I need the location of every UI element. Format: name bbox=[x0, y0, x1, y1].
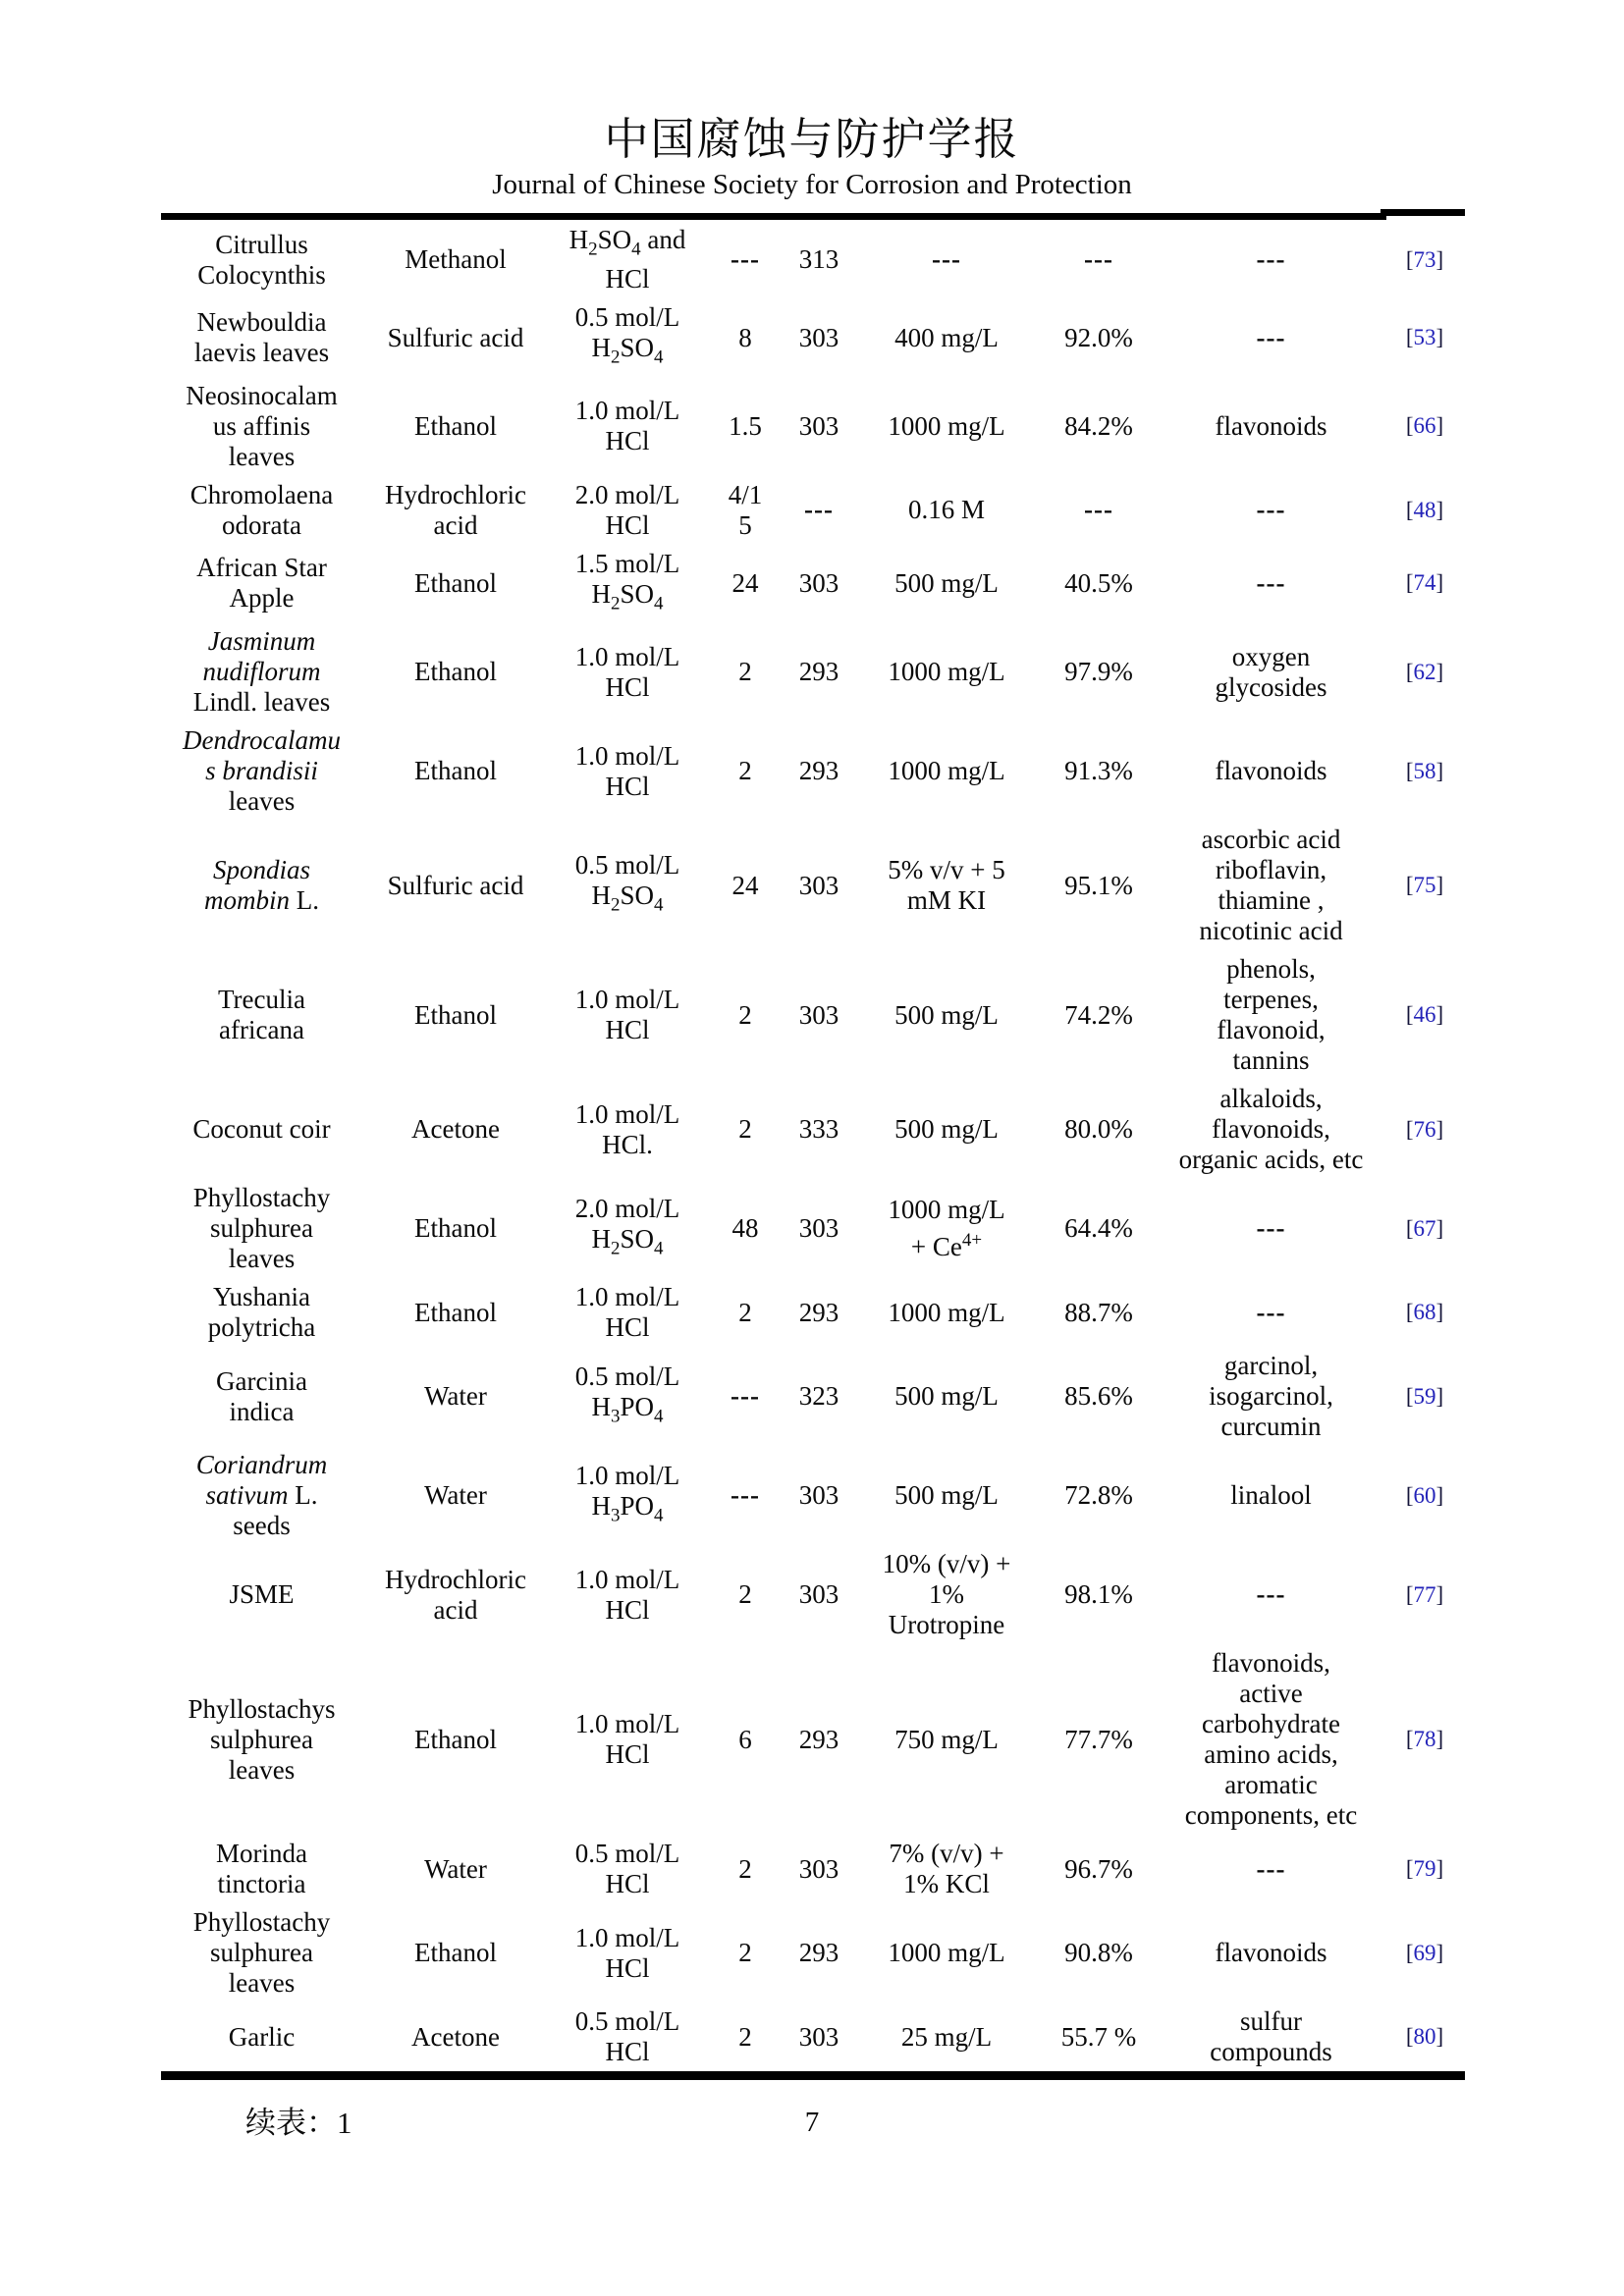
cell-solvent: Ethanol bbox=[414, 999, 497, 1030]
cell-medium: 0.5 mol/L $H_2SO_4$ bbox=[574, 850, 680, 916]
cell-time: --- bbox=[731, 1381, 760, 1412]
cell-plant: Phyllostachy sulphurea leaves bbox=[192, 1183, 331, 1274]
cell-efficiency: --- bbox=[1084, 244, 1113, 275]
table-row bbox=[161, 1347, 1465, 1446]
cell-plant: Phyllostachys sulphurea leaves bbox=[188, 1693, 336, 1785]
cell-plant: Treculia africana bbox=[218, 985, 305, 1045]
cell-compounds: --- bbox=[1256, 1579, 1286, 1610]
page-number: 7 bbox=[804, 2107, 820, 2138]
cell-plant: Chromolaena odorata bbox=[189, 479, 334, 540]
cell-solvent: Ethanol bbox=[414, 1213, 497, 1244]
cell-ref bbox=[1384, 298, 1465, 376]
cell-efficiency: 85.6% bbox=[1064, 1381, 1133, 1412]
citation-link[interactable]: [48] bbox=[1405, 497, 1444, 522]
citation-link[interactable]: [60] bbox=[1405, 1482, 1444, 1508]
cell-solvent: Acetone bbox=[411, 2021, 500, 2052]
cell-plant: African Star Apple bbox=[196, 553, 327, 614]
cell-concentration: 500 mg/L bbox=[894, 567, 999, 598]
inhibitors-table-zone bbox=[161, 209, 1465, 2142]
table-top-rule-step bbox=[1380, 209, 1465, 216]
cell-compounds: --- bbox=[1256, 322, 1286, 352]
cell-plant: JSME bbox=[229, 1579, 295, 1610]
cell-concentration: 500 mg/L bbox=[894, 1114, 999, 1145]
cell-medium: 1.5 mol/L $H_2SO_4$ bbox=[574, 548, 680, 614]
citation-link[interactable]: [73] bbox=[1405, 246, 1444, 272]
cell-efficiency: 64.4% bbox=[1064, 1213, 1133, 1244]
cell-ref bbox=[1384, 721, 1465, 821]
table-row bbox=[161, 1179, 1465, 1278]
page-header bbox=[0, 0, 1624, 201]
cell-compounds: linalool bbox=[1230, 1480, 1312, 1511]
cell-time: 6 bbox=[738, 1724, 752, 1754]
cell-concentration: 500 mg/L bbox=[894, 999, 999, 1030]
citation-link[interactable]: [68] bbox=[1405, 1300, 1444, 1325]
cell-solvent: Sulfuric acid bbox=[387, 870, 524, 900]
cell-medium: 0.5 mol/L HCl bbox=[574, 1839, 680, 1899]
cell-medium: 1.0 mol/L HCl bbox=[574, 1564, 680, 1625]
cell-time: 2 bbox=[738, 756, 752, 786]
cell-medium: 0.5 mol/L $H_2SO_4$ bbox=[574, 302, 680, 368]
cell-efficiency: --- bbox=[1084, 495, 1113, 525]
cell-compounds: alkaloids, flavonoids, organic acids, etc bbox=[1178, 1084, 1364, 1175]
cell-efficiency: 74.2% bbox=[1064, 999, 1133, 1030]
cell-temperature: 303 bbox=[798, 1480, 839, 1511]
cell-efficiency: 40.5% bbox=[1064, 567, 1133, 598]
cell-time: 2 bbox=[738, 1938, 752, 1968]
cell-ref bbox=[1384, 545, 1465, 622]
cell-ref bbox=[1384, 377, 1465, 476]
citation-link[interactable]: [66] bbox=[1405, 413, 1444, 439]
cell-solvent: Water bbox=[424, 1480, 487, 1511]
cell-medium: 1.0 mol/L HCl bbox=[574, 641, 680, 702]
cell-plant: Spondias mombin L. bbox=[204, 855, 319, 916]
table-row bbox=[161, 298, 1465, 376]
cell-concentration: 1000 mg/L bbox=[888, 657, 1005, 687]
cell-temperature: 303 bbox=[798, 410, 839, 441]
cell-temperature: 293 bbox=[798, 1938, 839, 1968]
citation-link[interactable]: [78] bbox=[1405, 1727, 1444, 1752]
citation-link[interactable]: [74] bbox=[1405, 570, 1444, 596]
cell-ref bbox=[1384, 1835, 1465, 1903]
cell-efficiency: 91.3% bbox=[1064, 756, 1133, 786]
cell-plant: Dendrocalamu s brandisii leaves bbox=[183, 725, 341, 817]
cell-solvent: Ethanol bbox=[414, 756, 497, 786]
cell-time: 2 bbox=[738, 1297, 752, 1327]
cell-temperature: 333 bbox=[798, 1114, 839, 1145]
cell-compounds: flavonoids bbox=[1215, 1938, 1327, 1968]
cell-efficiency: 98.1% bbox=[1064, 1579, 1133, 1610]
cell-ref bbox=[1384, 1278, 1465, 1347]
table-row bbox=[161, 622, 1465, 721]
table-row bbox=[161, 1903, 1465, 2002]
cell-compounds: --- bbox=[1256, 1853, 1286, 1884]
cell-solvent: Hydrochloric acid bbox=[385, 1564, 526, 1625]
table-row bbox=[161, 1278, 1465, 1347]
cell-plant: Newbouldia laevis leaves bbox=[193, 307, 330, 368]
citation-link[interactable]: [80] bbox=[1405, 2024, 1444, 2050]
cell-medium: 2.0 mol/L HCl bbox=[574, 479, 680, 540]
cell-efficiency: 97.9% bbox=[1064, 657, 1133, 687]
cell-compounds: sulfur compounds bbox=[1210, 2006, 1332, 2067]
cell-efficiency: 80.0% bbox=[1064, 1114, 1133, 1145]
cell-temperature: --- bbox=[804, 495, 834, 525]
citation-link[interactable]: [79] bbox=[1405, 1856, 1444, 1882]
journal-title-zh: 中国腐蚀与防护学报 bbox=[604, 115, 1020, 164]
cell-plant: Neosinocalam us affinis leaves bbox=[186, 380, 338, 471]
cell-compounds: flavonoids bbox=[1215, 410, 1327, 441]
cell-solvent: Ethanol bbox=[414, 1938, 497, 1968]
citation-link[interactable]: [53] bbox=[1405, 325, 1444, 350]
citation-link[interactable]: [62] bbox=[1405, 659, 1444, 684]
cell-efficiency: 84.2% bbox=[1064, 410, 1133, 441]
citation-link[interactable]: [59] bbox=[1405, 1383, 1444, 1409]
cell-concentration: 10% (v/v) + 1% Urotropine bbox=[882, 1549, 1011, 1640]
cell-ref bbox=[1384, 1179, 1465, 1278]
cell-solvent: Ethanol bbox=[414, 657, 497, 687]
cell-compounds: phenols, terpenes, flavonoid, tannins bbox=[1217, 954, 1326, 1076]
cell-temperature: 313 bbox=[798, 244, 839, 275]
cell-solvent: Water bbox=[424, 1853, 487, 1884]
cell-solvent: Methanol bbox=[405, 244, 507, 275]
cell-medium: 1.0 mol/L HCl bbox=[574, 1709, 680, 1770]
cell-efficiency: 90.8% bbox=[1064, 1938, 1133, 1968]
cell-solvent: Acetone bbox=[411, 1114, 500, 1145]
journal-subtitle-en: Journal of Chinese Society for Corrosion and Protection bbox=[492, 169, 1132, 200]
cell-efficiency: 95.1% bbox=[1064, 870, 1133, 900]
cell-solvent: Water bbox=[424, 1381, 487, 1412]
cell-time: 2 bbox=[738, 999, 752, 1030]
cell-time: 24 bbox=[731, 870, 759, 900]
cell-ref bbox=[1384, 950, 1465, 1080]
cell-time: 2 bbox=[738, 657, 752, 687]
cell-concentration: --- bbox=[932, 244, 961, 275]
cell-medium: 1.0 mol/L HCl bbox=[574, 985, 680, 1045]
cell-temperature: 293 bbox=[798, 657, 839, 687]
cell-compounds: --- bbox=[1256, 1213, 1286, 1244]
cell-compounds: --- bbox=[1256, 244, 1286, 275]
cell-time: --- bbox=[731, 1480, 760, 1511]
cell-ref bbox=[1384, 476, 1465, 545]
table-row bbox=[161, 1644, 1465, 1835]
cell-compounds: flavonoids, active carbohydrate amino acids, aromatic components, etc bbox=[1184, 1648, 1358, 1831]
cell-medium: 1.0 mol/L HCl bbox=[574, 396, 680, 456]
cell-solvent: Ethanol bbox=[414, 1724, 497, 1754]
cell-ref bbox=[1384, 622, 1465, 721]
table-row bbox=[161, 377, 1465, 476]
cell-efficiency: 96.7% bbox=[1064, 1853, 1133, 1884]
cell-time: 4/1 5 bbox=[728, 479, 763, 540]
cell-ref bbox=[1384, 2002, 1465, 2071]
cell-temperature: 293 bbox=[798, 1724, 839, 1754]
cell-temperature: 293 bbox=[798, 1297, 839, 1327]
table-row bbox=[161, 545, 1465, 622]
citation-link[interactable]: [77] bbox=[1405, 1581, 1444, 1607]
cell-solvent: Ethanol bbox=[414, 567, 497, 598]
table-row bbox=[161, 1446, 1465, 1545]
table-top-rule-main bbox=[161, 213, 1386, 220]
cell-medium: 1.0 mol/L HCl bbox=[574, 1282, 680, 1343]
cell-compounds: --- bbox=[1256, 567, 1286, 598]
cell-plant: Coconut coir bbox=[192, 1114, 331, 1145]
cell-compounds: --- bbox=[1256, 495, 1286, 525]
cell-time: 1.5 bbox=[729, 410, 762, 441]
table-row bbox=[161, 721, 1465, 821]
citation-link[interactable]: [75] bbox=[1405, 873, 1444, 898]
cell-concentration: 750 mg/L bbox=[894, 1724, 999, 1754]
cell-concentration: 500 mg/L bbox=[894, 1381, 999, 1412]
cell-time: 24 bbox=[731, 567, 759, 598]
cell-concentration: 1000 mg/L bbox=[888, 1297, 1005, 1327]
cell-compounds: oxygen glycosides bbox=[1215, 641, 1327, 702]
cell-solvent: Ethanol bbox=[414, 1297, 497, 1327]
cell-temperature: 303 bbox=[798, 567, 839, 598]
cell-concentration: 1000 mg/L + $Ce^{4+}$ bbox=[888, 1195, 1005, 1262]
table-row bbox=[161, 221, 1465, 298]
cell-efficiency: 72.8% bbox=[1064, 1480, 1133, 1511]
citation-link[interactable]: [76] bbox=[1405, 1116, 1444, 1142]
cell-ref bbox=[1384, 1545, 1465, 1644]
cell-compounds: ascorbic acid riboflavin, thiamine , nicotinic acid bbox=[1199, 825, 1343, 946]
cell-efficiency: 88.7% bbox=[1064, 1297, 1133, 1327]
cell-plant: Garlic bbox=[228, 2021, 296, 2052]
cell-medium: 1.0 mol/L HCl. bbox=[574, 1098, 680, 1159]
cell-time: 8 bbox=[738, 322, 752, 352]
cell-concentration: 0.16 M bbox=[907, 495, 985, 525]
cell-temperature: 303 bbox=[798, 999, 839, 1030]
cell-concentration: 1000 mg/L bbox=[888, 756, 1005, 786]
cell-plant: Phyllostachy sulphurea leaves bbox=[192, 1907, 331, 1999]
cell-concentration: 1000 mg/L bbox=[888, 410, 1005, 441]
cell-medium: $H_2SO_4$ and HCl bbox=[568, 225, 686, 294]
cell-medium: 1.0 mol/L HCl bbox=[574, 740, 680, 801]
cell-medium: 0.5 mol/L $H_3PO_4$ bbox=[574, 1361, 680, 1427]
cell-ref bbox=[1384, 1446, 1465, 1545]
cell-temperature: 303 bbox=[798, 1213, 839, 1244]
cell-compounds: --- bbox=[1256, 1297, 1286, 1327]
cell-temperature: 323 bbox=[798, 1381, 839, 1412]
cell-concentration: 500 mg/L bbox=[894, 1480, 999, 1511]
cell-ref bbox=[1384, 1347, 1465, 1446]
cell-time: 2 bbox=[738, 2021, 752, 2052]
cell-temperature: 303 bbox=[798, 870, 839, 900]
cell-solvent: Ethanol bbox=[414, 410, 497, 441]
cell-medium: 1.0 mol/L $H_3PO_4$ bbox=[574, 1460, 680, 1526]
cell-ref bbox=[1384, 821, 1465, 950]
cell-solvent: Sulfuric acid bbox=[387, 322, 524, 352]
cell-ref bbox=[1384, 1080, 1465, 1179]
cell-plant: Coriandrum sativum L. seeds bbox=[195, 1450, 328, 1541]
cell-time: --- bbox=[731, 244, 760, 275]
table-row bbox=[161, 1835, 1465, 1903]
table-row bbox=[161, 821, 1465, 950]
cell-efficiency: 55.7 % bbox=[1060, 2021, 1137, 2052]
cell-efficiency: 92.0% bbox=[1064, 322, 1133, 352]
cell-ref bbox=[1384, 221, 1465, 298]
cell-plant: Citrullus Colocynthis bbox=[197, 229, 326, 290]
table-row bbox=[161, 476, 1465, 545]
table-continued-note: 续表：1 bbox=[245, 2106, 352, 2141]
cell-plant: Jasminum nudiflorum Lindl. leaves bbox=[192, 626, 331, 718]
citation-link[interactable]: [58] bbox=[1405, 758, 1444, 783]
table-top-rule bbox=[161, 209, 1465, 221]
citation-link[interactable]: [67] bbox=[1405, 1215, 1444, 1241]
citation-link[interactable]: [46] bbox=[1405, 1002, 1444, 1028]
table-row bbox=[161, 950, 1465, 1080]
cell-medium: 0.5 mol/L HCl bbox=[574, 2006, 680, 2067]
cell-concentration: 1000 mg/L bbox=[888, 1938, 1005, 1968]
table-row bbox=[161, 2002, 1465, 2071]
cell-concentration: 5% v/v + 5 mM KI bbox=[888, 855, 1005, 916]
cell-compounds: flavonoids bbox=[1215, 756, 1327, 786]
cell-ref bbox=[1384, 1903, 1465, 2002]
cell-efficiency: 77.7% bbox=[1064, 1724, 1133, 1754]
cell-concentration: 7% (v/v) + 1% KCl bbox=[889, 1839, 1004, 1899]
cell-plant: Garcinia indica bbox=[216, 1365, 307, 1426]
cell-ref bbox=[1384, 1644, 1465, 1835]
cell-temperature: 303 bbox=[798, 2021, 839, 2052]
cell-plant: Morinda tinctoria bbox=[216, 1839, 307, 1899]
table-row bbox=[161, 1545, 1465, 1644]
cell-temperature: 303 bbox=[798, 1853, 839, 1884]
table-row bbox=[161, 1080, 1465, 1179]
cell-temperature: 293 bbox=[798, 756, 839, 786]
citation-link[interactable]: [69] bbox=[1405, 1940, 1444, 1965]
cell-compounds: garcinol, isogarcinol, curcumin bbox=[1209, 1351, 1333, 1442]
cell-time: 2 bbox=[738, 1114, 752, 1145]
cell-concentration: 400 mg/L bbox=[894, 322, 999, 352]
table-bottom-rule bbox=[161, 2071, 1465, 2080]
cell-solvent: Hydrochloric acid bbox=[385, 479, 526, 540]
cell-temperature: 303 bbox=[798, 1579, 839, 1610]
cell-temperature: 303 bbox=[798, 322, 839, 352]
cell-medium: 1.0 mol/L HCl bbox=[574, 1922, 680, 1983]
cell-concentration: 25 mg/L bbox=[900, 2021, 993, 2052]
cell-medium: 2.0 mol/L $H_2SO_4$ bbox=[574, 1193, 680, 1259]
inhibitors-table bbox=[161, 221, 1465, 2071]
cell-time: 48 bbox=[731, 1213, 759, 1244]
cell-time: 2 bbox=[738, 1579, 752, 1610]
cell-time: 2 bbox=[738, 1853, 752, 1884]
cell-plant: Yushania polytricha bbox=[207, 1282, 316, 1343]
